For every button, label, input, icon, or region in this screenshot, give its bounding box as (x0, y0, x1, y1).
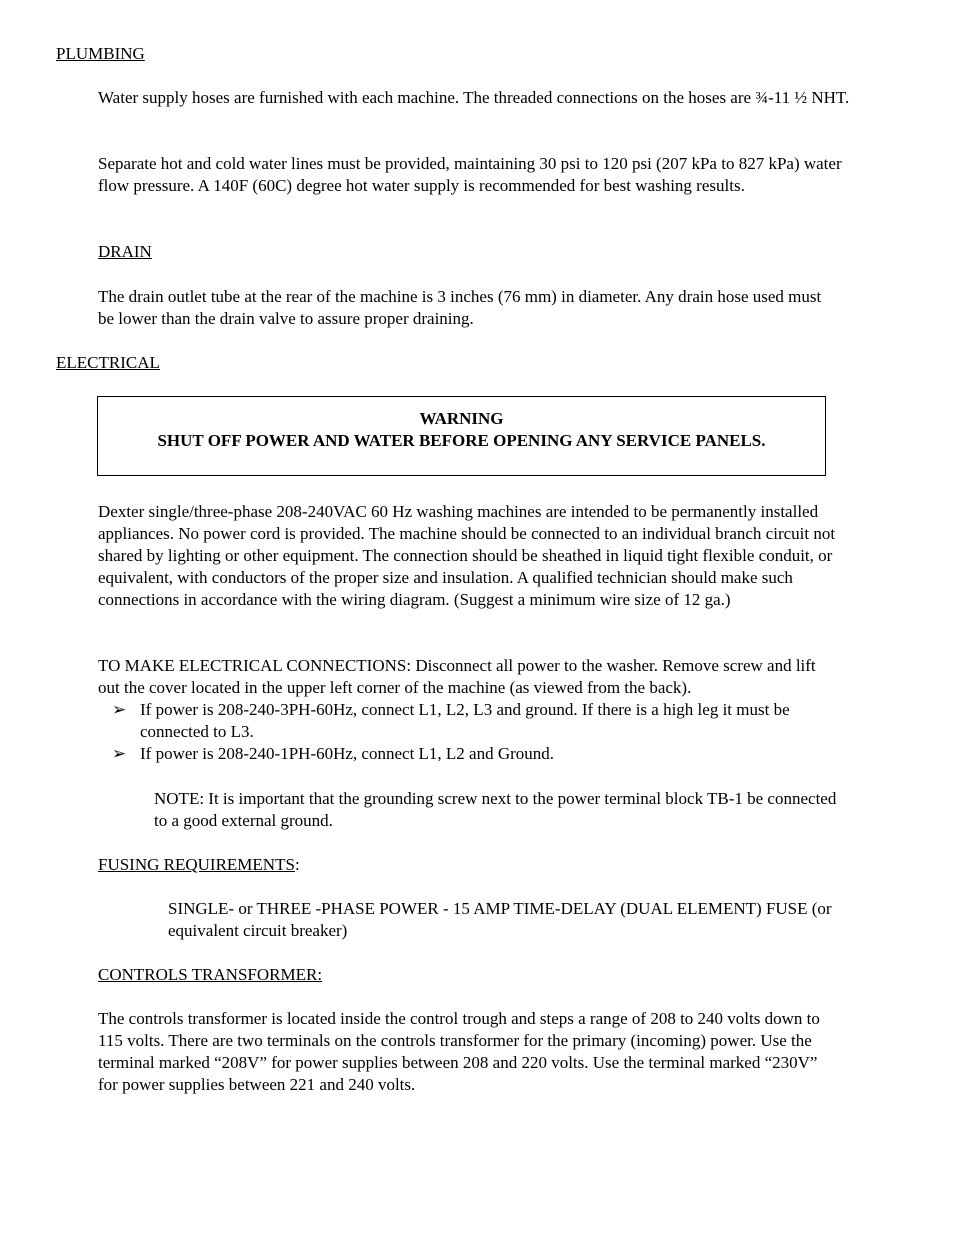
plumbing-paragraph-hoses: Water supply hoses are furnished with each machine. The threaded connections on the hoses are ¾-11 ½ NHT. (98, 88, 850, 107)
bullet-single-phase: If power is 208-240-1PH-60Hz, connect L1, L2 and Ground. (140, 744, 555, 763)
plumbing-paragraph-water-lines: Separate hot and cold water lines must be provided, maintaining 30 psi to 120 psi (207 kPa to 827 kPa) water flow pressure. A 140F (60C) degree hot water supply is recommended for best washing results. (98, 154, 842, 195)
warning-text: SHUT OFF POWER AND WATER BEFORE OPENING ANY SERVICE PANELS. (157, 431, 766, 450)
drain-paragraph: The drain outlet tube at the rear of the machine is 3 inches (76 mm) in diameter. Any drain hose used must be lower than the drain valve to assure proper draining. (98, 287, 822, 328)
transformer-paragraph: The controls transformer is located inside the control trough and steps a range of 208 to 240 volts down to 115 volts. There are two terminals on the controls transformer for the primary (incoming) power. Use the terminal marked “208V” for power supplies between 208 and 220 volts. Use the terminal marked “230V” for power supplies between 221 and 240 volts. (98, 1009, 820, 1094)
fusing-heading-line (98, 854, 300, 876)
electrical-paragraph-connections: TO MAKE ELECTRICAL CONNECTIONS: Disconnect all power to the washer. Remove screw and lift out the cover located in the upper left corner of the machine (as viewed from the back). (98, 656, 816, 697)
bullet-three-phase: If power is 208-240-3PH-60Hz, connect L1, L2, L3 and ground. If there is a high leg it must be connected to L3. (140, 700, 790, 741)
electrical-paragraph-installation: Dexter single/three-phase 208-240VAC 60 Hz washing machines are intended to be permanently installed appliances. No power cord is provided. The machine should be connected to an individual branch circuit not shared by lighting or other equipment. The connection should be sheathed in liquid tight flexible conduit, or equivalent, with conductors of the proper size and insulation. A qualified technician should make such connections in accordance with the wiring diagram. (Suggest a minimum wire size of 12 ga.) (98, 502, 836, 609)
warning-box (97, 396, 826, 476)
plumbing-heading: PLUMBING (56, 44, 145, 63)
drain-heading: DRAIN (98, 242, 152, 261)
transformer-heading: CONTROLS TRANSFORMER: (98, 965, 323, 984)
electrical-heading: ELECTRICAL (56, 353, 160, 372)
fusing-heading-colon: : (294, 855, 300, 874)
grounding-note: NOTE: It is important that the grounding screw next to the power terminal block TB-1 be connected to a good external ground. (154, 789, 837, 830)
warning-title: WARNING (419, 409, 504, 428)
bullet-arrow-icon: ➢ (112, 700, 127, 719)
fusing-text: SINGLE- or THREE -PHASE POWER - 15 AMP TIME-DELAY (DUAL ELEMENT) FUSE (or equivalent circuit breaker) (168, 899, 832, 940)
bullet-arrow-icon: ➢ (112, 744, 127, 763)
fusing-heading: FUSING REQUIREMENTS (98, 855, 295, 874)
